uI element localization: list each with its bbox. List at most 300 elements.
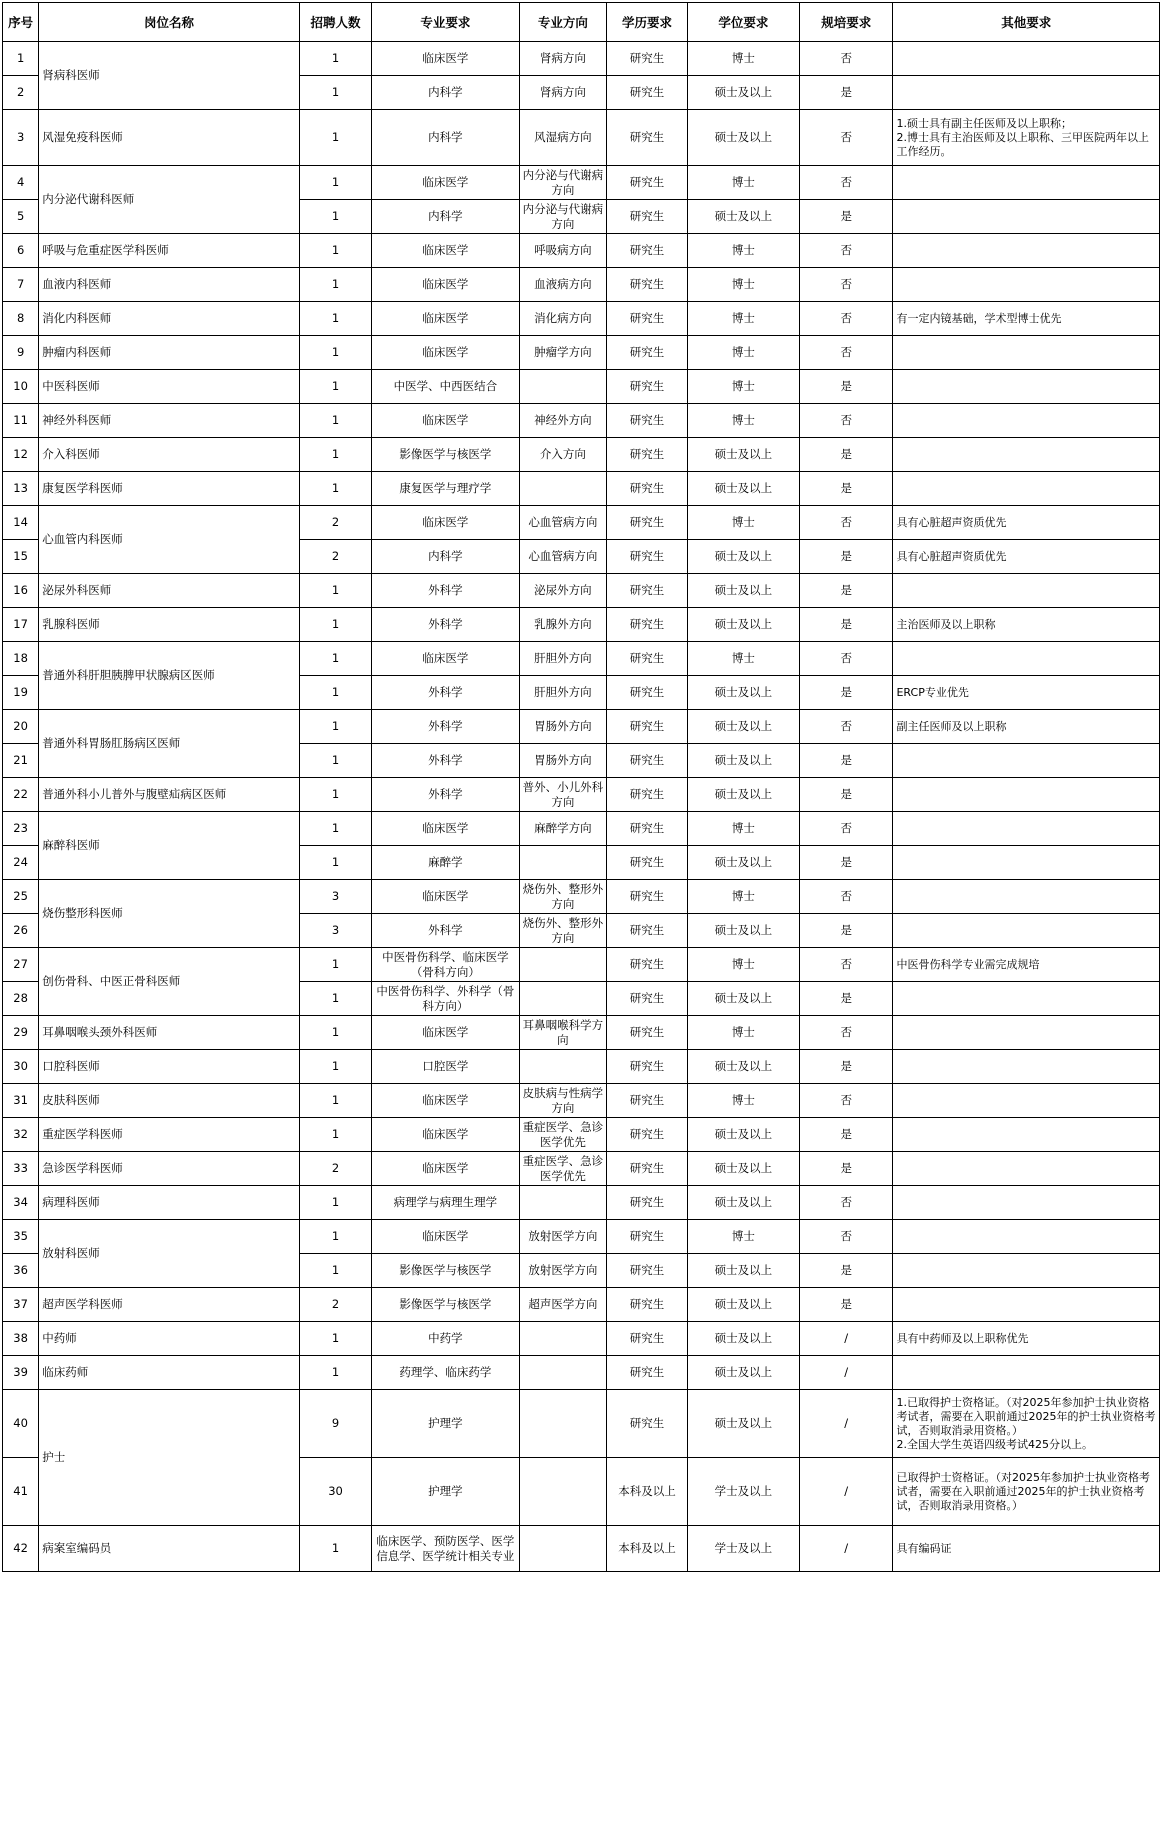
table-row [3,812,1160,846]
cell-direction: 肾病方向 [519,76,607,110]
cell-other [893,914,1160,948]
cell-position: 耳鼻咽喉头颈外科医师 [39,1016,300,1050]
cell-count: 1 [299,42,371,76]
cell-degree: 硕士及以上 [687,1356,799,1390]
cell-direction: 麻醉学方向 [519,812,607,846]
cell-education: 研究生 [607,302,688,336]
cell-count: 1 [299,676,371,710]
cell-no: 15 [3,540,39,574]
table-row [3,574,1160,608]
table-row [3,42,1160,76]
cell-count: 2 [299,540,371,574]
table-row [3,1390,1160,1458]
cell-education: 研究生 [607,506,688,540]
cell-training: 否 [799,166,892,200]
cell-direction: 普外、小儿外科方向 [519,778,607,812]
cell-degree: 博士 [687,404,799,438]
cell-direction: 介入方向 [519,438,607,472]
cell-major: 中药学 [372,1322,519,1356]
header-education: 学历要求 [607,3,688,42]
cell-training: 否 [799,710,892,744]
cell-degree: 硕士及以上 [687,1390,799,1458]
cell-count: 1 [299,608,371,642]
cell-degree: 硕士及以上 [687,1254,799,1288]
table-row [3,302,1160,336]
cell-degree: 硕士及以上 [687,200,799,234]
recruitment-table [2,2,1160,1572]
cell-education: 研究生 [607,608,688,642]
cell-no: 9 [3,336,39,370]
cell-count: 1 [299,1356,371,1390]
cell-no: 34 [3,1186,39,1220]
cell-major: 影像医学与核医学 [372,438,519,472]
cell-degree: 博士 [687,642,799,676]
header-position: 岗位名称 [39,3,300,42]
cell-major: 影像医学与核医学 [372,1288,519,1322]
cell-training: 否 [799,642,892,676]
cell-degree: 博士 [687,880,799,914]
cell-degree: 学士及以上 [687,1526,799,1572]
cell-degree: 硕士及以上 [687,744,799,778]
cell-training: 是 [799,370,892,404]
cell-major: 内科学 [372,76,519,110]
cell-position: 风湿免疫科医师 [39,110,300,166]
cell-position: 普通外科胃肠肛肠病区医师 [39,710,300,778]
cell-count: 1 [299,234,371,268]
cell-other [893,880,1160,914]
cell-degree: 硕士及以上 [687,76,799,110]
cell-education: 研究生 [607,404,688,438]
cell-count: 1 [299,404,371,438]
cell-count: 1 [299,846,371,880]
cell-training: / [799,1322,892,1356]
cell-no: 6 [3,234,39,268]
cell-education: 研究生 [607,676,688,710]
cell-other [893,982,1160,1016]
table-row [3,1186,1160,1220]
cell-education: 研究生 [607,812,688,846]
cell-other: 有一定内镜基础，学术型博士优先 [893,302,1160,336]
cell-direction [519,1526,607,1572]
cell-no: 25 [3,880,39,914]
cell-no: 12 [3,438,39,472]
cell-no: 2 [3,76,39,110]
cell-other: 具有心脏超声资质优先 [893,540,1160,574]
cell-degree: 博士 [687,1220,799,1254]
cell-direction [519,1186,607,1220]
cell-no: 32 [3,1118,39,1152]
cell-direction: 肿瘤学方向 [519,336,607,370]
cell-education: 研究生 [607,1288,688,1322]
cell-direction: 呼吸病方向 [519,234,607,268]
cell-degree: 硕士及以上 [687,1322,799,1356]
cell-major: 麻醉学 [372,846,519,880]
cell-other: 主治医师及以上职称 [893,608,1160,642]
cell-other [893,574,1160,608]
cell-other [893,1220,1160,1254]
cell-no: 21 [3,744,39,778]
cell-position: 乳腺科医师 [39,608,300,642]
table-row [3,166,1160,200]
cell-no: 35 [3,1220,39,1254]
cell-position: 消化内科医师 [39,302,300,336]
cell-position: 肿瘤内科医师 [39,336,300,370]
cell-major: 临床医学、预防医学、医学信息学、医学统计相关专业 [372,1526,519,1572]
cell-training: 否 [799,110,892,166]
cell-major: 影像医学与核医学 [372,1254,519,1288]
cell-other [893,166,1160,200]
cell-count: 1 [299,1118,371,1152]
cell-major: 外科学 [372,608,519,642]
cell-degree: 硕士及以上 [687,1288,799,1322]
cell-no: 38 [3,1322,39,1356]
cell-education: 研究生 [607,1390,688,1458]
cell-no: 36 [3,1254,39,1288]
cell-major: 外科学 [372,676,519,710]
table-row [3,1288,1160,1322]
cell-count: 1 [299,370,371,404]
cell-education: 研究生 [607,1050,688,1084]
cell-other [893,1288,1160,1322]
cell-no: 5 [3,200,39,234]
cell-position: 烧伤整形科医师 [39,880,300,948]
cell-direction [519,1390,607,1458]
cell-major: 病理学与病理生理学 [372,1186,519,1220]
cell-major: 临床医学 [372,1152,519,1186]
cell-position: 护士 [39,1390,300,1526]
cell-other: 副主任医师及以上职称 [893,710,1160,744]
cell-degree: 硕士及以上 [687,574,799,608]
cell-no: 31 [3,1084,39,1118]
cell-other [893,1084,1160,1118]
cell-training: 是 [799,676,892,710]
cell-major: 药理学、临床药学 [372,1356,519,1390]
cell-major: 护理学 [372,1390,519,1458]
cell-major: 内科学 [372,110,519,166]
cell-education: 研究生 [607,438,688,472]
cell-other [893,1118,1160,1152]
header-degree: 学位要求 [687,3,799,42]
cell-education: 研究生 [607,200,688,234]
cell-count: 1 [299,574,371,608]
cell-direction: 乳腺外方向 [519,608,607,642]
table-row [3,336,1160,370]
cell-direction: 内分泌与代谢病方向 [519,166,607,200]
cell-direction [519,1356,607,1390]
cell-no: 14 [3,506,39,540]
cell-other: 已取得护士资格证。（对2025年参加护士执业资格考试者，需要在入职前通过2025年的护士执业资格考试，否则取消录用资格。） [893,1458,1160,1526]
cell-training: 是 [799,1288,892,1322]
cell-other: 具有心脏超声资质优先 [893,506,1160,540]
cell-major: 外科学 [372,778,519,812]
cell-degree: 硕士及以上 [687,676,799,710]
table-row [3,370,1160,404]
cell-other [893,1186,1160,1220]
cell-position: 放射科医师 [39,1220,300,1288]
cell-position: 急诊医学科医师 [39,1152,300,1186]
cell-education: 研究生 [607,234,688,268]
cell-training: 否 [799,880,892,914]
cell-degree: 硕士及以上 [687,472,799,506]
cell-training: 否 [799,42,892,76]
cell-other [893,404,1160,438]
cell-degree: 硕士及以上 [687,914,799,948]
cell-education: 研究生 [607,1254,688,1288]
cell-position: 临床药师 [39,1356,300,1390]
cell-other: 具有编码证 [893,1526,1160,1572]
cell-position: 呼吸与危重症医学科医师 [39,234,300,268]
cell-other [893,438,1160,472]
cell-training: 是 [799,574,892,608]
header-row [3,3,1160,42]
cell-degree: 博士 [687,234,799,268]
cell-education: 研究生 [607,1118,688,1152]
cell-position: 病理科医师 [39,1186,300,1220]
table-row [3,1050,1160,1084]
cell-direction: 超声医学方向 [519,1288,607,1322]
cell-no: 24 [3,846,39,880]
cell-other [893,1254,1160,1288]
cell-major: 临床医学 [372,1118,519,1152]
cell-training: 否 [799,336,892,370]
cell-major: 中医学、中西医结合 [372,370,519,404]
cell-degree: 博士 [687,302,799,336]
cell-position: 口腔科医师 [39,1050,300,1084]
cell-count: 1 [299,268,371,302]
cell-direction: 心血管病方向 [519,540,607,574]
cell-direction: 肝胆外方向 [519,642,607,676]
header-count: 招聘人数 [299,3,371,42]
cell-count: 1 [299,336,371,370]
cell-training: 否 [799,1220,892,1254]
cell-education: 研究生 [607,710,688,744]
cell-training: 否 [799,404,892,438]
cell-degree: 博士 [687,948,799,982]
cell-training: 否 [799,1016,892,1050]
cell-training: 否 [799,234,892,268]
cell-major: 康复医学与理疗学 [372,472,519,506]
cell-degree: 博士 [687,268,799,302]
cell-other [893,234,1160,268]
cell-degree: 硕士及以上 [687,438,799,472]
cell-training: 是 [799,744,892,778]
cell-other [893,1152,1160,1186]
table-row [3,1526,1160,1572]
cell-other [893,1016,1160,1050]
cell-other: ERCP专业优先 [893,676,1160,710]
cell-major: 临床医学 [372,1084,519,1118]
cell-direction: 消化病方向 [519,302,607,336]
cell-position: 泌尿外科医师 [39,574,300,608]
cell-no: 23 [3,812,39,846]
cell-education: 研究生 [607,166,688,200]
header-major: 专业要求 [372,3,519,42]
cell-count: 1 [299,642,371,676]
cell-position: 神经外科医师 [39,404,300,438]
table-row [3,268,1160,302]
cell-other [893,472,1160,506]
cell-no: 28 [3,982,39,1016]
cell-direction [519,1458,607,1526]
header-other: 其他要求 [893,3,1160,42]
cell-degree: 硕士及以上 [687,1186,799,1220]
cell-major: 临床医学 [372,642,519,676]
cell-no: 19 [3,676,39,710]
cell-other [893,370,1160,404]
cell-no: 22 [3,778,39,812]
cell-no: 11 [3,404,39,438]
header-training: 规培要求 [799,3,892,42]
cell-other: 具有中药师及以上职称优先 [893,1322,1160,1356]
table-row [3,1220,1160,1254]
cell-degree: 博士 [687,1016,799,1050]
cell-major: 护理学 [372,1458,519,1526]
cell-no: 4 [3,166,39,200]
cell-count: 1 [299,1084,371,1118]
cell-position: 中药师 [39,1322,300,1356]
cell-other: 1.硕士具有副主任医师及以上职称； 2.博士具有主治医师及以上职称、三甲医院两年以上工作经历。 [893,110,1160,166]
cell-no: 33 [3,1152,39,1186]
cell-direction [519,1322,607,1356]
cell-major: 临床医学 [372,1016,519,1050]
cell-education: 研究生 [607,778,688,812]
table-row [3,778,1160,812]
cell-direction: 重症医学、急诊医学优先 [519,1152,607,1186]
cell-major: 临床医学 [372,166,519,200]
table-row [3,1118,1160,1152]
cell-position: 超声医学科医师 [39,1288,300,1322]
cell-training: 是 [799,1152,892,1186]
cell-major: 临床医学 [372,302,519,336]
table-row [3,1152,1160,1186]
cell-major: 内科学 [372,540,519,574]
cell-count: 1 [299,1016,371,1050]
cell-training: 是 [799,472,892,506]
cell-count: 2 [299,1152,371,1186]
cell-training: 是 [799,1118,892,1152]
cell-direction: 风湿病方向 [519,110,607,166]
cell-direction [519,846,607,880]
cell-no: 40 [3,1390,39,1458]
cell-direction: 胃肠外方向 [519,744,607,778]
cell-education: 研究生 [607,642,688,676]
cell-training: 是 [799,914,892,948]
table-row [3,608,1160,642]
cell-training: 是 [799,540,892,574]
cell-degree: 硕士及以上 [687,1118,799,1152]
cell-no: 18 [3,642,39,676]
cell-other [893,336,1160,370]
cell-no: 41 [3,1458,39,1526]
cell-direction: 神经外方向 [519,404,607,438]
table-row [3,1016,1160,1050]
cell-major: 临床医学 [372,268,519,302]
cell-training: / [799,1458,892,1526]
cell-count: 1 [299,982,371,1016]
cell-education: 研究生 [607,472,688,506]
cell-count: 1 [299,200,371,234]
cell-education: 研究生 [607,76,688,110]
cell-count: 1 [299,1220,371,1254]
cell-major: 中医骨伤科学、临床医学（骨科方向） [372,948,519,982]
table-row [3,234,1160,268]
table-row [3,404,1160,438]
table-body [3,42,1160,1572]
cell-other: 1.已取得护士资格证。（对2025年参加护士执业资格考试者，需要在入职前通过2025年的护士执业资格考试，否则取消录用资格。） 2.全国大学生英语四级考试425分以上。 [893,1390,1160,1458]
cell-training: 是 [799,846,892,880]
cell-count: 1 [299,744,371,778]
cell-major: 外科学 [372,710,519,744]
cell-other [893,812,1160,846]
cell-education: 本科及以上 [607,1526,688,1572]
cell-training: 是 [799,982,892,1016]
cell-training: 否 [799,1186,892,1220]
cell-count: 1 [299,710,371,744]
cell-count: 1 [299,1050,371,1084]
cell-position: 病案室编码员 [39,1526,300,1572]
cell-other [893,76,1160,110]
cell-count: 9 [299,1390,371,1458]
cell-training: 是 [799,438,892,472]
cell-degree: 学士及以上 [687,1458,799,1526]
table-row [3,642,1160,676]
cell-no: 13 [3,472,39,506]
cell-other [893,642,1160,676]
cell-other [893,1356,1160,1390]
cell-major: 临床医学 [372,880,519,914]
table-row [3,438,1160,472]
cell-count: 1 [299,76,371,110]
table-row [3,472,1160,506]
cell-direction: 放射医学方向 [519,1220,607,1254]
cell-education: 研究生 [607,574,688,608]
cell-direction: 肝胆外方向 [519,676,607,710]
cell-education: 研究生 [607,846,688,880]
cell-direction [519,948,607,982]
cell-degree: 博士 [687,370,799,404]
cell-position: 皮肤科医师 [39,1084,300,1118]
cell-other [893,744,1160,778]
cell-training: 否 [799,506,892,540]
cell-count: 30 [299,1458,371,1526]
cell-other [893,42,1160,76]
cell-training: 是 [799,1254,892,1288]
cell-direction [519,370,607,404]
cell-other: 中医骨伤科学专业需完成规培 [893,948,1160,982]
cell-education: 研究生 [607,1322,688,1356]
cell-degree: 硕士及以上 [687,982,799,1016]
cell-major: 口腔医学 [372,1050,519,1084]
cell-education: 研究生 [607,914,688,948]
cell-other [893,846,1160,880]
cell-education: 研究生 [607,1186,688,1220]
cell-degree: 博士 [687,166,799,200]
cell-no: 26 [3,914,39,948]
cell-degree: 博士 [687,1084,799,1118]
cell-education: 研究生 [607,744,688,778]
cell-count: 1 [299,438,371,472]
cell-degree: 博士 [687,506,799,540]
cell-count: 2 [299,1288,371,1322]
cell-degree: 博士 [687,336,799,370]
table-row [3,506,1160,540]
cell-direction: 胃肠外方向 [519,710,607,744]
cell-training: 是 [799,778,892,812]
cell-degree: 硕士及以上 [687,1050,799,1084]
cell-no: 16 [3,574,39,608]
cell-major: 外科学 [372,744,519,778]
cell-no: 37 [3,1288,39,1322]
